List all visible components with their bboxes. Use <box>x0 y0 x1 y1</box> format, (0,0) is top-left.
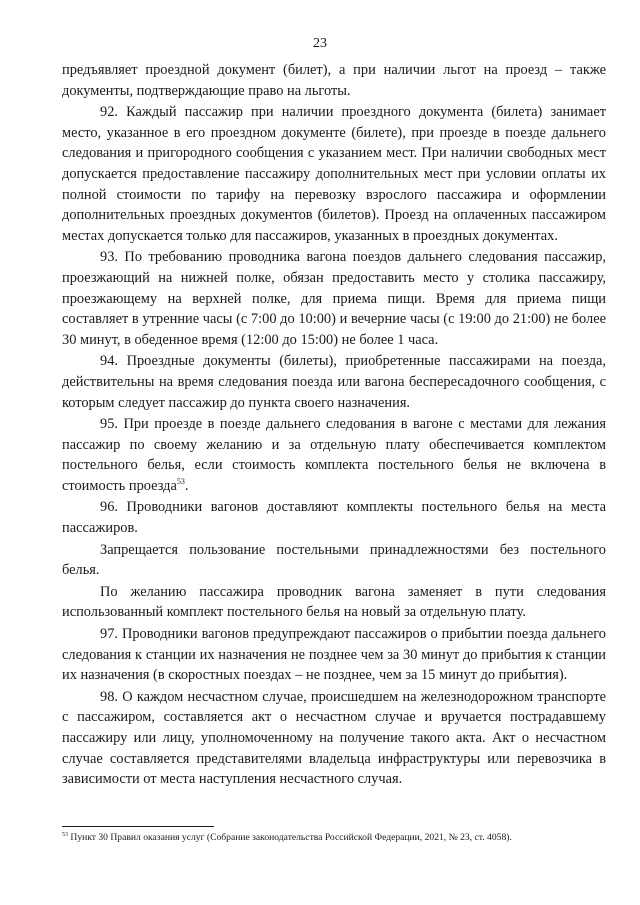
paragraph-continuation: предъявляет проездной документ (билет), а при наличии льгот на проезд – также документы, подтверждающие право на льготы. <box>62 62 606 99</box>
footnote <box>62 832 622 844</box>
paragraph-93: 93. По требованию проводника вагона поездов дальнего следования пассажир, проезжающий на нижней полке, обязан предоставить место у столика пассажиру, проезжающему на верхней полке, для приема пищи. Время для приема пищи составляет в утренние часы (с 7:00 до 10:00) и вечерние часы (с 19:00 до 21:00) не более 30 минут, в обеденное время (12:00 до 15:00) не более 1 часа. <box>62 249 606 348</box>
paragraph-96-replacement: По желанию пассажира проводник вагона заменяет в пути следования использованный комплект постельного белья на новый за отдельную плату. <box>62 583 606 621</box>
footnote-divider <box>62 826 214 827</box>
footnote-text: Пункт 30 Правил оказания услуг (Собрание законодательства Российской Федерации, 2021, № 23, ст. 4058). <box>68 832 512 843</box>
page-number: 23 <box>313 36 327 51</box>
paragraph-94: 94. Проездные документы (билеты), приобретенные пассажирами на поезда, действительны на время следования поезда или вагона беспересадочного сообщения, с которым следует пассажир до пункта своего назначения. <box>62 353 606 411</box>
paragraph-95: 95. При проезде в поезде дальнего следования в вагоне с местами для лежания пассажир по своему желанию и за отдельную плату обеспечивается комплектом постельного белья, если стоимость комплекта постельного белья не включена в стоимость проезда$^{53}$. <box>62 416 606 494</box>
paragraph-96-prohibition: Запрещается пользование постельными принадлежностями без постельного белья. <box>62 541 606 579</box>
paragraph-98: 98. О каждом несчастном случае, происшедшем на железнодорожном транспорте с пассажиром, составляется акт о несчастном случае и вручается пострадавшему пассажиру или лицу, уполномоченному на получение такого акта. Акт о несчастном случае составляется представителями владельца инфраструктуры или перевозчика в зависимости от места наступления несчастного случая. <box>62 688 606 788</box>
paragraph-97: 97. Проводники вагонов предупреждают пассажиров о прибытии поезда дальнего следования к станции их назначения не позднее чем за 30 минут до прибытия к станции их назначения (в скоростных поездах – не позднее, чем за 15 минут до прибытия). <box>62 626 606 684</box>
footnote-marker: 53 <box>62 832 68 838</box>
paragraph-96: 96. Проводники вагонов доставляют комплекты постельного белья на места пассажиров. <box>62 499 606 537</box>
footnote-ref[interactable]: 53 <box>176 476 185 486</box>
body-text <box>62 60 606 790</box>
paragraph-92: 92. Каждый пассажир при наличии проездного документа (билета) занимает место, указанное в его проездном документе (билете), при проезде в поезде дальнего следования и пригородного сообщения с указанием мест. При наличии свободных мест допускается предоставление пассажиру дополнительных мест при условии оплаты их полной стоимости по тарифу на перевозку взрослого пассажира и оформлении дополнительных проездных документов (билетов). Проезд на оплаченных пассажиром местах допускается только для пассажиров, указанных в проездных документах. <box>62 104 606 244</box>
